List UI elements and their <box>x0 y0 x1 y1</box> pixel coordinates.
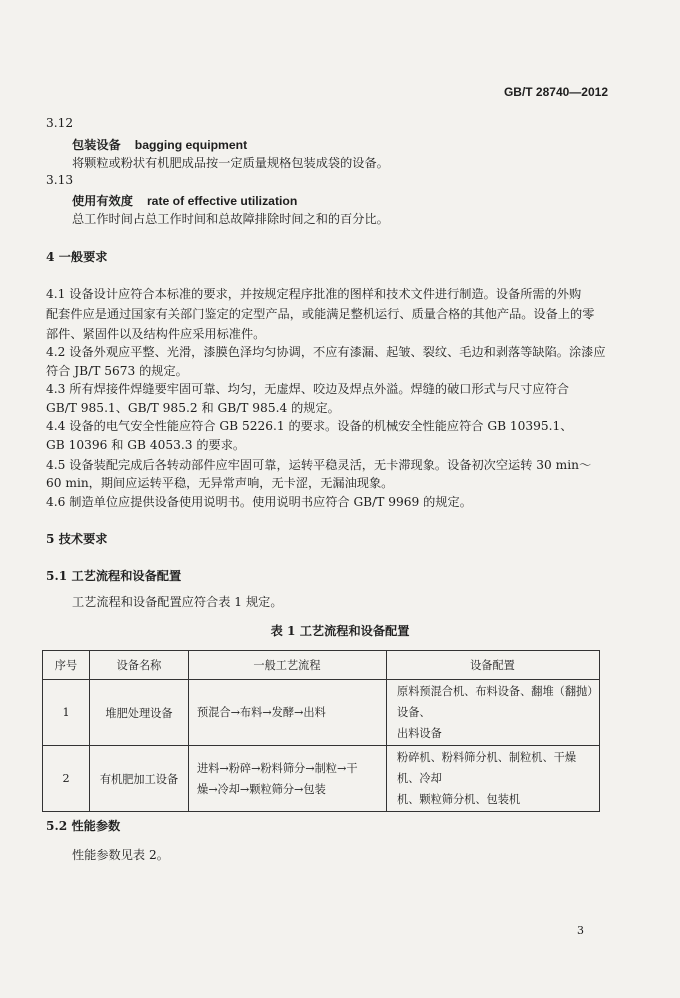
table-1 <box>42 650 600 812</box>
flow-text: 进料→粉碎→粉料筛分→制粒→干 燥→冷却→颗粒筛分→包装 <box>197 761 358 796</box>
table-row <box>43 680 600 746</box>
clause-line: GB/T 985.1、GB/T 985.2 和 GB/T 985.4 的规定。 <box>46 401 340 415</box>
header-no: 序号 <box>43 651 90 680</box>
header-flow: 一般工艺流程 <box>189 651 387 680</box>
header-config: 设备配置 <box>387 651 600 680</box>
clause-line: GB 10396 和 GB 4053.3 的要求。 <box>46 438 246 452</box>
clause-line: 部件、紧固件以及结构件应采用标准件。 <box>46 327 266 341</box>
section-5-1-text: 工艺流程和设备配置应符合表 1 规定。 <box>72 595 283 609</box>
clause-line: 4.6 制造单位应提供设备使用说明书。使用说明书应符合 GB/T 9969 的规定。 <box>46 495 472 509</box>
section-3-12-term <box>72 136 247 153</box>
section-5-title: 5 技术要求 <box>46 532 108 546</box>
clause-line: 60 min，期间应运转平稳，无异常声响，无卡涩，无漏油现象。 <box>46 476 394 490</box>
term-cn: 使用有效度 <box>72 194 133 208</box>
cell-flow <box>189 680 387 746</box>
table-row <box>43 746 600 812</box>
flow-text: 预混合→布料→发酵→出料 <box>197 706 326 719</box>
clause-line: 4.4 设备的电气安全性能应符合 GB 5226.1 的要求。设备的机械安全性能应符合 GB 10395.1、 <box>46 419 573 433</box>
clause-line: 4.5 设备装配完成后各转动部件应牢固可靠，运转平稳灵活，无卡滞现象。设备初次空运转 30 min～ <box>46 458 592 472</box>
cell-no: 2 <box>43 746 90 812</box>
page-number: 3 <box>577 924 584 937</box>
section-3-12-definition: 将颗粒或粉状有机肥成品按一定质量规格包装成袋的设备。 <box>72 156 389 170</box>
cell-name: 堆肥处理设备 <box>90 680 189 746</box>
term-en: bagging equipment <box>134 138 248 152</box>
section-3-13-term <box>72 192 297 209</box>
section-5-1-title: 5.1 工艺流程和设备配置 <box>46 569 182 583</box>
section-5-2-title: 5.2 性能参数 <box>46 819 121 833</box>
table-1-caption: 表 1 工艺流程和设备配置 <box>270 624 410 638</box>
section-4-title: 4 一般要求 <box>46 250 108 264</box>
section-5-2-text: 性能参数见表 2。 <box>72 848 169 862</box>
clause-line: 4.2 设备外观应平整、光滑，漆膜色泽均匀协调，不应有漆漏、起皱、裂纹、毛边和剥落等缺陷。涂漆应 <box>46 345 606 359</box>
section-3-13-number: 3.13 <box>46 173 74 187</box>
cell-config <box>387 746 600 812</box>
clause-line: 4.3 所有焊接件焊缝要牢固可靠、均匀，无虚焊、咬边及焊点外溢。焊缝的破口形式与尺寸应符合 <box>46 382 569 396</box>
term-cn: 包装设备 <box>72 138 121 152</box>
cell-name: 有机肥加工设备 <box>90 746 189 812</box>
cell-config <box>387 680 600 746</box>
term-en: rate of effective utilization <box>146 194 298 208</box>
cell-no: 1 <box>43 680 90 746</box>
clause-line: 配套件应是通过国家有关部门鉴定的定型产品，或能满足整机运行、质量合格的其他产品。设备上的零 <box>46 307 595 321</box>
standard-number-header: GB/T 28740—2012 <box>503 85 608 99</box>
cell-flow <box>189 746 387 812</box>
config-text: 粉碎机、粉料筛分机、制粒机、干燥机、冷却 机、颗粒筛分机、包装机 <box>397 751 577 806</box>
section-3-12-number: 3.12 <box>46 116 74 130</box>
section-3-13-definition: 总工作时间占总工作时间和总故障排除时间之和的百分比。 <box>72 212 389 226</box>
header-name: 设备名称 <box>90 651 189 680</box>
clause-line: 4.1 设备设计应符合本标准的要求，并按规定程序批准的图样和技术文件进行制造。设备所需的外购 <box>46 287 582 301</box>
table-header-row <box>43 651 600 680</box>
config-text: 原料预混合机、布料设备、翻堆（翻抛）设备、 出料设备 <box>397 685 593 740</box>
clause-line: 符合 JB/T 5673 的规定。 <box>46 364 188 378</box>
